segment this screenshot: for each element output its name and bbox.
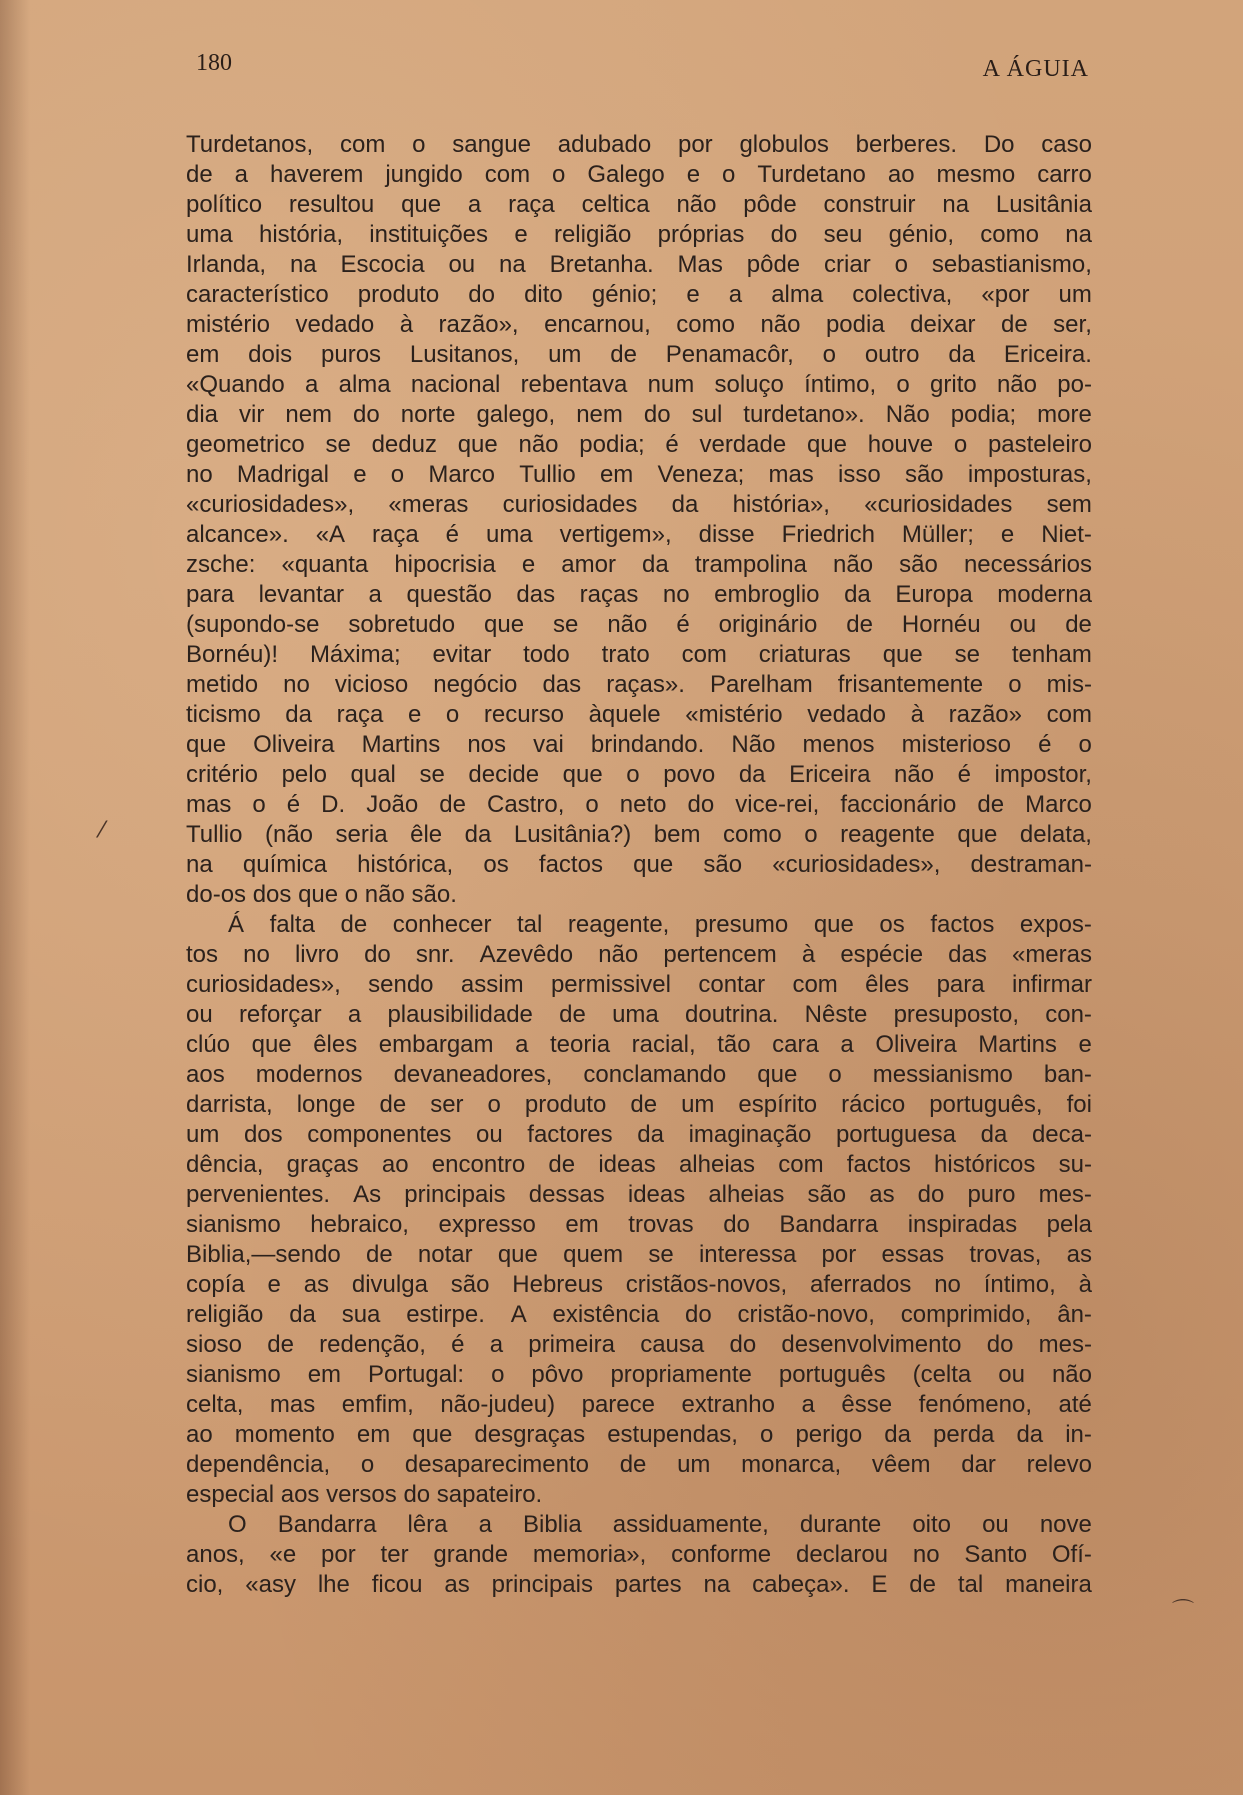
text-line <box>186 1480 1092 1510</box>
text-line <box>186 310 1092 340</box>
text-line-content: mistério vedado à razão», encarnou, como não podia deixar de ser, <box>186 311 1092 338</box>
text-line <box>186 280 1092 310</box>
text-line <box>186 580 1092 610</box>
text-line-content: uma história, instituições e religião próprias do seu génio, como na <box>186 221 1092 248</box>
text-line <box>186 790 1092 820</box>
text-line <box>186 940 1092 970</box>
text-line-content: ao momento em que desgraças estupendas, o perigo da perda da in- <box>186 1421 1092 1448</box>
text-line <box>186 370 1092 400</box>
text-line <box>186 130 1092 160</box>
text-line <box>186 1360 1092 1390</box>
text-line-content: Irlanda, na Escocia ou na Bretanha. Mas pôde criar o sebastianismo, <box>186 251 1092 278</box>
text-line-content: geometrico se deduz que não podia; é verdade que houve o pasteleiro <box>186 431 1092 458</box>
text-line-content: um dos componentes ou factores da imaginação portuguesa da deca- <box>186 1121 1092 1148</box>
text-line <box>186 490 1092 520</box>
text-line-content: que Oliveira Martins nos vai brindando. Não menos misterioso é o <box>186 731 1092 758</box>
text-line-content: na química histórica, os factos que são «curiosidades», destraman- <box>186 851 1092 878</box>
text-line-content: Biblia,—sendo de notar que quem se interessa por essas trovas, as <box>186 1241 1092 1268</box>
journal-title: A ÁGUIA <box>982 56 1089 82</box>
text-line-content: (supondo-se sobretudo que se não é originário de Hornéu ou de <box>186 611 1092 638</box>
text-line <box>186 1150 1092 1180</box>
text-line-content: Turdetanos, com o sangue adubado por globulos berberes. Do caso <box>186 131 1092 158</box>
text-line-content: Bornéu)! Máxima; evitar todo trato com criaturas que se tenham <box>186 641 1092 668</box>
text-line-content: de a haverem jungido com o Galego e o Turdetano ao mesmo carro <box>186 161 1092 188</box>
text-line <box>186 520 1092 550</box>
text-line-content: ou reforçar a plausibilidade de uma doutrina. Nêste presuposto, con- <box>186 1001 1092 1028</box>
text-line-content: O Bandarra lêra a Biblia assiduamente, durante oito ou nove <box>228 1511 1092 1538</box>
text-line <box>186 1420 1092 1450</box>
text-line <box>186 670 1092 700</box>
text-line-content: «Quando a alma nacional rebentava num soluço íntimo, o grito não po- <box>186 371 1092 398</box>
text-line-content: mas o é D. João de Castro, o neto do vice-rei, faccionário de Marco <box>186 791 1092 818</box>
page-number: 180 <box>196 50 232 76</box>
text-line-content: aos modernos devaneadores, conclamando que o messianismo ban- <box>186 1061 1092 1088</box>
text-line <box>186 190 1092 220</box>
text-line <box>186 1180 1092 1210</box>
text-line-content: característico produto do dito génio; e a alma colectiva, «por um <box>186 281 1092 308</box>
text-line-content: dependência, o desaparecimento de um monarca, vêem dar relevo <box>186 1451 1092 1478</box>
running-head <box>196 50 1089 84</box>
text-line <box>186 400 1092 430</box>
text-line-content: cio, «asy lhe ficou as principais partes na cabeça». E de tal maneira <box>186 1571 1092 1598</box>
margin-pencil-mark: ⌒ <box>1172 1599 1195 1624</box>
text-line-content: sianismo hebraico, expresso em trovas do Bandarra inspiradas pela <box>186 1211 1092 1238</box>
text-line-content: clúo que êles embargam a teoria racial, tão cara a Oliveira Martins e <box>186 1031 1092 1058</box>
text-line-content: do-os dos que o não são. <box>186 881 457 908</box>
text-line <box>186 1300 1092 1330</box>
text-line-content: sianismo em Portugal: o pôvo propriamente português (celta ou não <box>186 1361 1092 1388</box>
text-line <box>186 910 1092 940</box>
text-line-content: zsche: «quanta hipocrisia e amor da trampolina não são necessários <box>186 551 1092 578</box>
text-line-content: critério pelo qual se decide que o povo da Ericeira não é impostor, <box>186 761 1092 788</box>
text-line-content: Tullio (não seria êle da Lusitânia?) bem como o reagente que delata, <box>186 821 1092 848</box>
text-line-content: religião da sua estirpe. A existência do cristão-novo, comprimido, ân- <box>186 1301 1092 1328</box>
text-line-content: em dois puros Lusitanos, um de Penamacôr, o outro da Ericeira. <box>186 341 1092 368</box>
text-line-content: ticismo da raça e o recurso àquele «mistério vedado à razão» com <box>186 701 1092 728</box>
text-line <box>186 1450 1092 1480</box>
text-line-content: curiosidades», sendo assim permissivel contar com êles para infirmar <box>186 971 1092 998</box>
text-line-content: no Madrigal e o Marco Tullio em Veneza; mas isso são imposturas, <box>186 461 1092 488</box>
text-line <box>186 1090 1092 1120</box>
text-line-content: alcance». «A raça é uma vertigem», disse Friedrich Müller; e Niet- <box>186 521 1092 548</box>
margin-pencil-mark: ⁄ <box>100 818 104 843</box>
text-line <box>186 1330 1092 1360</box>
text-line-content: pervenientes. As principais dessas ideas alheias são as do puro mes- <box>186 1181 1092 1208</box>
text-line-content: dia vir nem do norte galego, nem do sul turdetano». Não podia; more <box>186 401 1092 428</box>
text-line-content: metido no vicioso negócio das raças». Parelham frisantemente o mis- <box>186 671 1092 698</box>
text-line <box>186 640 1092 670</box>
text-line <box>186 340 1092 370</box>
text-line-content: Á falta de conhecer tal reagente, presumo que os factos expos- <box>228 911 1092 938</box>
text-line <box>186 850 1092 880</box>
text-line <box>186 730 1092 760</box>
text-line <box>186 220 1092 250</box>
text-line <box>186 1120 1092 1150</box>
text-line <box>186 250 1092 280</box>
text-line <box>186 1570 1092 1600</box>
text-line-content: tos no livro do snr. Azevêdo não pertencem à espécie das «meras <box>186 941 1092 968</box>
text-line <box>186 460 1092 490</box>
text-line <box>186 1060 1092 1090</box>
text-line <box>186 880 1092 910</box>
text-line <box>186 1510 1092 1540</box>
text-line-content: político resultou que a raça celtica não pôde construir na Lusitânia <box>186 191 1092 218</box>
text-line-content: sioso de redenção, é a primeira causa do desenvolvimento do mes- <box>186 1331 1092 1358</box>
text-line <box>186 1210 1092 1240</box>
text-line-content: «curiosidades», «meras curiosidades da história», «curiosidades sem <box>186 491 1092 518</box>
text-line <box>186 760 1092 790</box>
text-line-content: para levantar a questão das raças no embroglio da Europa moderna <box>186 581 1092 608</box>
text-line <box>186 820 1092 850</box>
text-line-content: anos, «e por ter grande memoria», conforme declarou no Santo Ofí- <box>186 1541 1092 1568</box>
text-line <box>186 1240 1092 1270</box>
text-line-content: celta, mas emfim, não-judeu) parece extranho a êsse fenómeno, até <box>186 1391 1092 1418</box>
text-line-content: especial aos versos do sapateiro. <box>186 1481 543 1508</box>
text-line <box>186 610 1092 640</box>
text-line <box>186 430 1092 460</box>
text-line-content: copía e as divulga são Hebreus cristãos-novos, aferrados no íntimo, à <box>186 1271 1092 1298</box>
text-line <box>186 970 1092 1000</box>
text-line <box>186 700 1092 730</box>
text-line-content: dência, graças ao encontro de ideas alheias com factos históricos su- <box>186 1151 1092 1178</box>
text-line <box>186 1390 1092 1420</box>
text-line <box>186 160 1092 190</box>
text-line-content: darrista, longe de ser o produto de um espírito rácico português, foi <box>186 1091 1092 1118</box>
text-line <box>186 1270 1092 1300</box>
text-line <box>186 1030 1092 1060</box>
text-line <box>186 550 1092 580</box>
body-text <box>186 130 1092 1600</box>
text-line <box>186 1540 1092 1570</box>
text-line <box>186 1000 1092 1030</box>
